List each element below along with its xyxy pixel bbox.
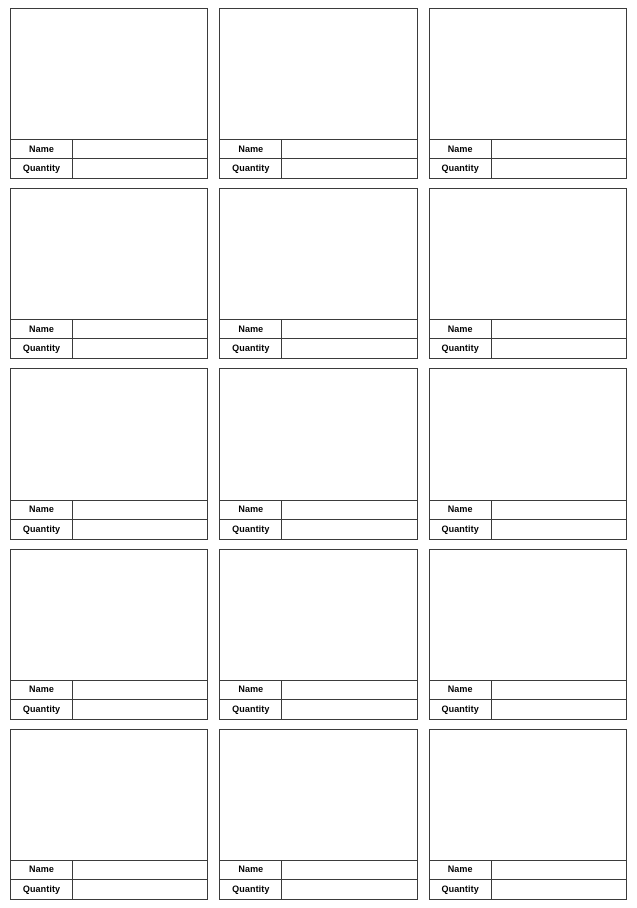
quantity-field-label: Quantity	[11, 339, 73, 358]
name-field-row	[219, 860, 417, 880]
name-field-row	[219, 139, 417, 159]
quantity-field-row	[429, 700, 627, 720]
name-field-row	[219, 319, 417, 339]
label-card	[219, 549, 417, 720]
name-field-row	[10, 860, 208, 880]
label-card	[429, 368, 627, 539]
quantity-field-row	[219, 520, 417, 540]
quantity-field-row	[219, 159, 417, 179]
quantity-field-label: Quantity	[11, 880, 73, 899]
quantity-field-value[interactable]	[282, 339, 416, 358]
name-field-value[interactable]	[282, 140, 416, 158]
name-field-row	[429, 139, 627, 159]
card-image-area[interactable]	[219, 368, 417, 499]
label-card	[219, 729, 417, 900]
card-image-area[interactable]	[10, 188, 208, 319]
quantity-field-label: Quantity	[220, 700, 282, 719]
name-field-label: Name	[220, 681, 282, 699]
name-field-label: Name	[11, 140, 73, 158]
quantity-field-label: Quantity	[11, 700, 73, 719]
quantity-field-label: Quantity	[430, 159, 492, 178]
quantity-field-label: Quantity	[220, 880, 282, 899]
quantity-field-label: Quantity	[220, 339, 282, 358]
name-field-row	[219, 680, 417, 700]
label-card	[10, 188, 208, 359]
card-image-area[interactable]	[429, 368, 627, 499]
label-card	[429, 8, 627, 179]
quantity-field-value[interactable]	[492, 880, 626, 899]
card-image-area[interactable]	[219, 8, 417, 139]
name-field-value[interactable]	[73, 681, 207, 699]
name-field-value[interactable]	[282, 861, 416, 879]
name-field-value[interactable]	[492, 320, 626, 338]
quantity-field-value[interactable]	[492, 339, 626, 358]
quantity-field-label: Quantity	[11, 520, 73, 539]
name-field-label: Name	[11, 861, 73, 879]
name-field-label: Name	[430, 681, 492, 699]
quantity-field-value[interactable]	[73, 159, 207, 178]
card-image-area[interactable]	[429, 549, 627, 680]
label-card	[429, 729, 627, 900]
quantity-field-value[interactable]	[73, 339, 207, 358]
name-field-value[interactable]	[492, 861, 626, 879]
name-field-label: Name	[220, 501, 282, 519]
quantity-field-label: Quantity	[220, 159, 282, 178]
quantity-field-label: Quantity	[220, 520, 282, 539]
card-image-area[interactable]	[219, 729, 417, 860]
quantity-field-row	[429, 159, 627, 179]
quantity-field-label: Quantity	[430, 700, 492, 719]
name-field-value[interactable]	[492, 501, 626, 519]
quantity-field-row	[429, 339, 627, 359]
name-field-row	[429, 500, 627, 520]
card-image-area[interactable]	[10, 368, 208, 499]
name-field-row	[219, 500, 417, 520]
quantity-field-row	[219, 339, 417, 359]
quantity-field-value[interactable]	[282, 700, 416, 719]
label-card	[10, 729, 208, 900]
quantity-field-value[interactable]	[282, 159, 416, 178]
name-field-value[interactable]	[73, 320, 207, 338]
name-field-label: Name	[430, 861, 492, 879]
card-image-area[interactable]	[429, 188, 627, 319]
quantity-field-row	[429, 520, 627, 540]
name-field-label: Name	[220, 861, 282, 879]
name-field-label: Name	[220, 140, 282, 158]
name-field-row	[10, 500, 208, 520]
name-field-label: Name	[430, 501, 492, 519]
quantity-field-row	[10, 159, 208, 179]
name-field-row	[10, 680, 208, 700]
name-field-label: Name	[220, 320, 282, 338]
quantity-field-row	[10, 520, 208, 540]
quantity-field-row	[10, 339, 208, 359]
card-image-area[interactable]	[10, 729, 208, 860]
label-card	[429, 188, 627, 359]
name-field-row	[429, 319, 627, 339]
name-field-value[interactable]	[73, 140, 207, 158]
quantity-field-value[interactable]	[73, 700, 207, 719]
card-image-area[interactable]	[219, 188, 417, 319]
name-field-value[interactable]	[282, 320, 416, 338]
name-field-label: Name	[430, 320, 492, 338]
card-image-area[interactable]	[219, 549, 417, 680]
quantity-field-value[interactable]	[492, 520, 626, 539]
label-card	[219, 188, 417, 359]
card-image-area[interactable]	[10, 549, 208, 680]
name-field-value[interactable]	[73, 501, 207, 519]
name-field-row	[429, 860, 627, 880]
card-image-area[interactable]	[10, 8, 208, 139]
label-card	[429, 549, 627, 720]
name-field-value[interactable]	[492, 140, 626, 158]
quantity-field-value[interactable]	[73, 880, 207, 899]
quantity-field-value[interactable]	[492, 700, 626, 719]
name-field-value[interactable]	[73, 861, 207, 879]
quantity-field-value[interactable]	[73, 520, 207, 539]
label-card	[10, 8, 208, 179]
quantity-field-label: Quantity	[430, 520, 492, 539]
quantity-field-row	[219, 880, 417, 900]
quantity-field-value[interactable]	[282, 520, 416, 539]
name-field-label: Name	[11, 681, 73, 699]
quantity-field-label: Quantity	[430, 339, 492, 358]
name-field-row	[10, 319, 208, 339]
name-field-value[interactable]	[492, 681, 626, 699]
label-card	[10, 549, 208, 720]
name-field-row	[429, 680, 627, 700]
name-field-label: Name	[11, 320, 73, 338]
quantity-field-row	[10, 880, 208, 900]
name-field-label: Name	[430, 140, 492, 158]
label-card	[219, 8, 417, 179]
quantity-field-row	[429, 880, 627, 900]
name-field-value[interactable]	[282, 501, 416, 519]
quantity-field-value[interactable]	[492, 159, 626, 178]
name-field-value[interactable]	[282, 681, 416, 699]
card-image-area[interactable]	[429, 8, 627, 139]
quantity-field-label: Quantity	[430, 880, 492, 899]
name-field-label: Name	[11, 501, 73, 519]
label-card	[219, 368, 417, 539]
quantity-field-label: Quantity	[11, 159, 73, 178]
card-image-area[interactable]	[429, 729, 627, 860]
quantity-field-row	[219, 700, 417, 720]
quantity-field-value[interactable]	[282, 880, 416, 899]
label-card	[10, 368, 208, 539]
quantity-field-row	[10, 700, 208, 720]
name-field-row	[10, 139, 208, 159]
